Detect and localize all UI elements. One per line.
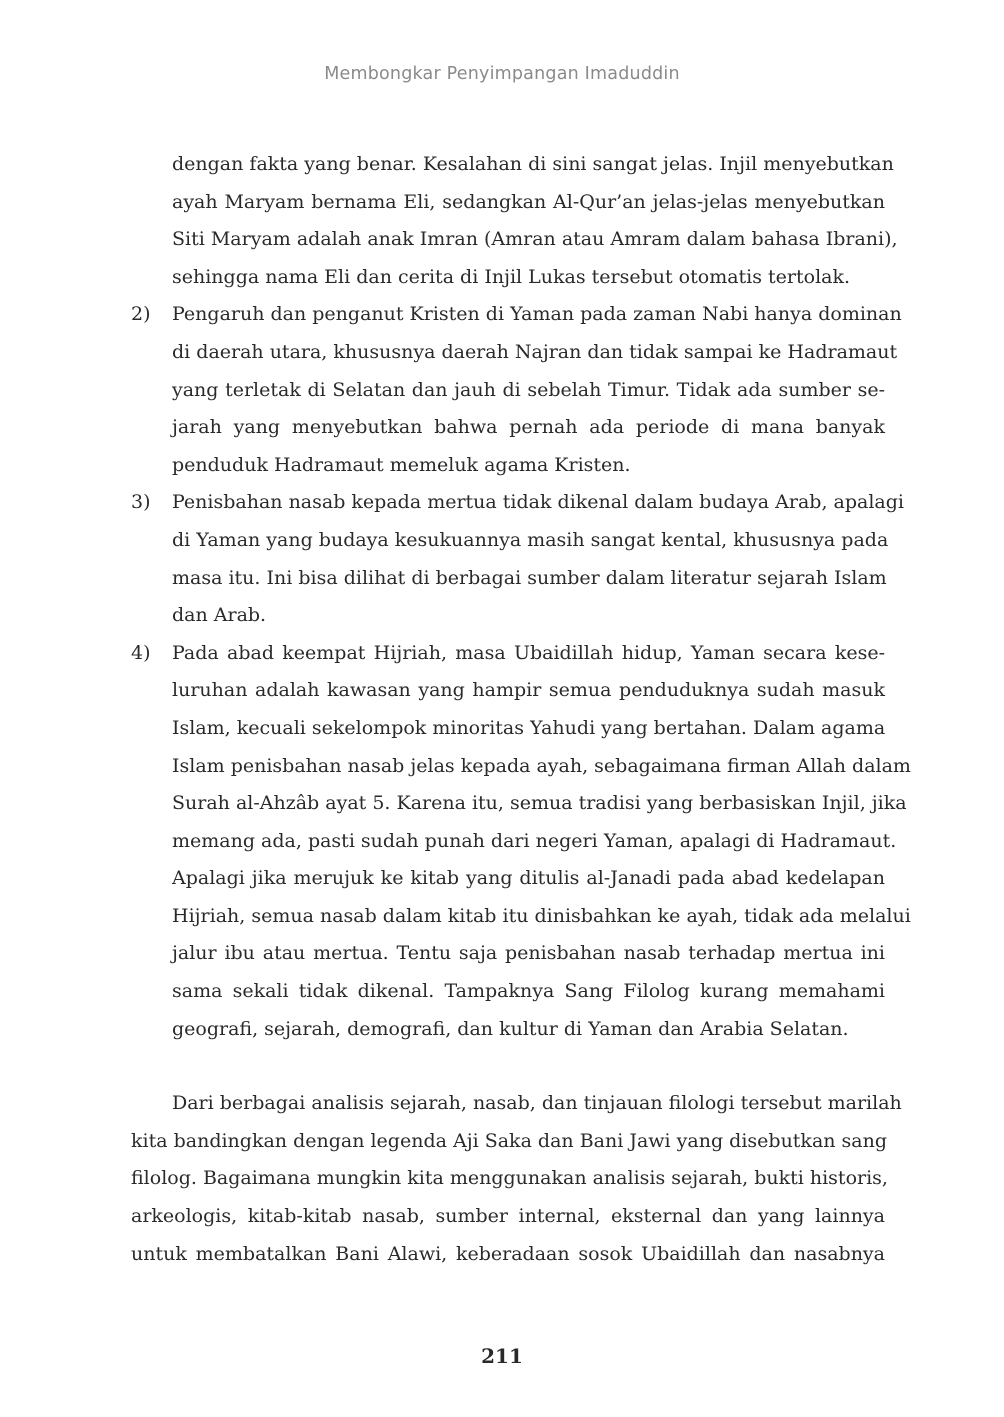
text-line: Islam penisbahan nasab jelas kepada ayah, sebagaimana firman Allah dalam: [172, 754, 911, 777]
text-line: Siti Maryam adalah anak Imran (Amran atau Amram dalam bahasa Ibrani),: [172, 228, 898, 251]
text-line: arkeologis, kitab-kitab nasab, sumber internal, eksternal dan yang lainnya: [131, 1205, 885, 1228]
text-line: Penisbahan nasab kepada mertua tidak dikenal dalam budaya Arab, apalagi: [172, 491, 904, 514]
text-line: Surah al-Ahzâb ayat 5. Karena itu, semua tradisi yang berbasiskan Injil, jika: [172, 792, 907, 815]
text-line: filolog. Bagaimana mungkin kita menggunakan analisis sejarah, bukti historis,: [131, 1167, 888, 1190]
text-line: dan Arab.: [172, 604, 267, 627]
list-item: [131, 296, 902, 484]
text-line: Islam, kecuali sekelompok minoritas Yahudi yang bertahan. Dalam agama: [172, 716, 886, 739]
list-item: [131, 484, 904, 634]
list-item-number: 2): [131, 303, 151, 326]
text-line: Apalagi jika merujuk ke kitab yang ditulis al-Janadi pada abad kedelapan: [172, 867, 885, 890]
body-paragraph: [131, 1085, 902, 1273]
list-item-number: 4): [131, 641, 151, 664]
text-line: memang ada, pasti sudah punah dari negeri Yaman, apalagi di Hadramaut.: [172, 829, 897, 852]
text-line: yang terletak di Selatan dan jauh di sebelah Timur. Tidak ada sumber se-: [172, 378, 885, 401]
text-line: Pada abad keempat Hijriah, masa Ubaidillah hidup, Yaman secara kese-: [172, 641, 885, 664]
list-item: [131, 635, 911, 1049]
paragraph-gap: [131, 1048, 885, 1085]
text-line: masa itu. Ini bisa dilihat di berbagai sumber dalam literatur sejarah Islam: [172, 566, 887, 589]
list-item-number: 3): [131, 491, 151, 514]
text-line: Dari berbagai analisis sejarah, nasab, dan tinjauan filologi tersebut marilah: [172, 1092, 902, 1115]
text-line: luruhan adalah kawasan yang hampir semua penduduknya sudah masuk: [172, 679, 885, 702]
text-line: kita bandingkan dengan legenda Aji Saka dan Bani Jawi yang disebutkan sang: [131, 1129, 888, 1152]
body-text: [131, 146, 911, 1273]
text-line: di daerah utara, khususnya daerah Najran dan tidak sampai ke Hadramaut: [172, 340, 898, 363]
text-line: dengan fakta yang benar. Kesalahan di sini sangat jelas. Injil menyebutkan: [172, 153, 894, 175]
text-line: Hijriah, semua nasab dalam kitab itu dinisbahkan ke ayah, tidak ada melalui: [172, 904, 911, 927]
text-line: geografi, sejarah, demografi, dan kultur di Yaman dan Arabia Selatan.: [172, 1017, 849, 1040]
text-line: untuk membatalkan Bani Alawi, keberadaan sosok Ubaidillah dan nasabnya: [131, 1242, 885, 1265]
list-item-continuation: [131, 146, 898, 296]
page-number: 211: [481, 1344, 523, 1368]
text-line: sama sekali tidak dikenal. Tampaknya Sang Filolog kurang memahami: [172, 980, 885, 1003]
text-line: Pengaruh dan penganut Kristen di Yaman pada zaman Nabi hanya dominan: [172, 303, 902, 326]
text-line: jalur ibu atau mertua. Tentu saja penisbahan nasab terhadap mertua ini: [172, 942, 885, 965]
text-line: jarah yang menyebutkan bahwa pernah ada periode di mana banyak: [172, 416, 885, 439]
text-line: di Yaman yang budaya kesukuannya masih sangat kental, khususnya pada: [172, 528, 889, 551]
text-line: sehingga nama Eli dan cerita di Injil Lukas tersebut otomatis tertolak.: [172, 265, 851, 288]
text-line: penduduk Hadramaut memeluk agama Kristen.: [172, 453, 631, 476]
text-line: ayah Maryam bernama Eli, sedangkan Al-Qur’an jelas-jelas menyebutkan: [172, 190, 885, 213]
running-head-title: Membongkar Penyimpangan Imaduddin: [324, 64, 680, 84]
